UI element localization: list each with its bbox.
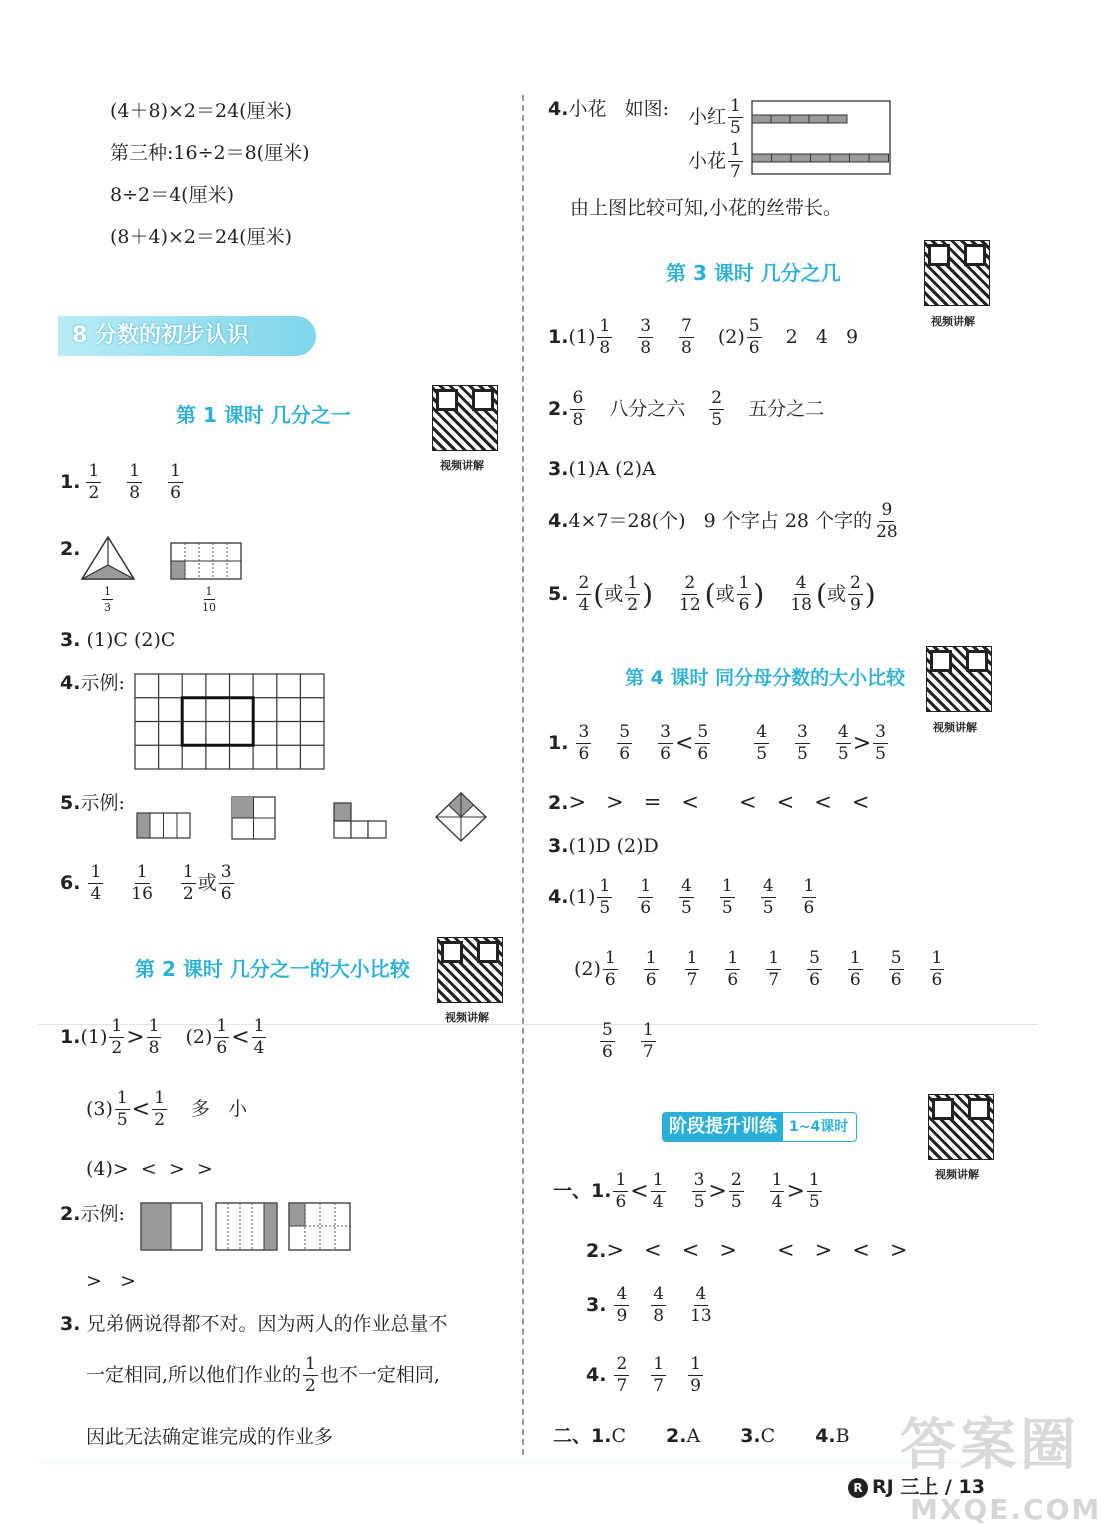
l2-q1-row4: (4)> < > > — [86, 1158, 213, 1180]
watermark-logo: 答案圈 — [900, 1413, 1080, 1478]
stage-tag: 1~4课时 — [789, 1119, 849, 1135]
calc-line-4: (8＋4)×2＝24(厘米) — [110, 226, 293, 248]
triangle-figure — [80, 535, 136, 583]
l4-q4-row3: 5 6 1 7 — [602, 1020, 654, 1062]
qr-label-lesson3: 视频讲解 — [931, 315, 975, 328]
qr-code-lesson3[interactable] — [924, 240, 990, 306]
l4-q3: 3.(1)D (2)D — [548, 835, 659, 857]
qr-code-stage[interactable] — [928, 1094, 994, 1160]
l2-q3-line2: 一定相同,所以他们作业的 1 2 也不一定相同, — [86, 1354, 440, 1396]
footer-badge-icon: R — [848, 1478, 868, 1498]
l1-q6: 6. 1 4 1 16 1 2 或 3 6 — [60, 862, 232, 904]
l3-q4: 4. 4×7＝28(个) 9 个字占 28 个字的 9 28 — [548, 500, 898, 542]
l1-q2-num: 2. — [60, 538, 81, 560]
lesson4-title: 第 4 课时 同分母分数的大小比较 — [625, 667, 906, 689]
r-q4-conclusion: 由上图比较可知,小花的丝带长。 — [570, 197, 843, 219]
rectangle-tenths-figure — [170, 542, 242, 580]
l4-q4-row2: (2) 1 6 1 6 1 7 1 6 1 7 5 6 1 6 5 6 1 6 — [574, 948, 943, 990]
l1-q1-num: 1. — [60, 471, 81, 493]
l1-q1 — [60, 463, 185, 502]
calc-line-2: 第三种:16÷2＝8(厘米) — [110, 142, 310, 164]
stage-part2: 二、 1. C 2. A 3. C 4. B — [553, 1425, 850, 1447]
column-divider — [522, 95, 524, 1455]
l2-q2-compare: > > — [86, 1270, 136, 1292]
l1-q4: 4.示例: — [60, 672, 125, 694]
triangle-label: $\frac{1}{3}$ — [104, 585, 111, 614]
rect-fifths-figure — [215, 1202, 279, 1252]
l3-q5: 5. 2 4 ( 或 1 2 ) 2 12 ( 或 1 6 ) 4 18 ( 或 2 9 ) — [548, 573, 876, 615]
r-q4: 4.小花 如图: — [548, 98, 669, 120]
l1-q1-frac-1: 1 2 — [88, 461, 100, 503]
stage-q1: 一、 1. 1 6 < 1 4 3 5 > 2 5 1 4 > 1 5 — [553, 1170, 820, 1212]
rectangle-label: $\frac{1}{10}$ — [202, 585, 216, 614]
footer-line — [38, 1462, 1038, 1463]
l4-q1: 1. 3 6 5 6 3 6 < 5 6 4 5 3 5 4 5 > 3 5 — [548, 722, 886, 764]
qr-code-lesson2[interactable] — [437, 937, 503, 1003]
calc-line-1: (4＋8)×2＝24(厘米) — [110, 100, 293, 122]
l2-q1-row1: 1. (1) 1 2 > 1 8 (2) 1 6 < 1 4 — [60, 1016, 265, 1058]
l2-q3-line3: 因此无法确定谁完成的作业多 — [86, 1426, 334, 1448]
watermark-url: MXQE.COM — [910, 1493, 1101, 1526]
stage-title: 阶段提升训练 — [663, 1113, 783, 1141]
l1-q1-frac-3: 1 6 — [170, 461, 181, 503]
diamond-figure — [434, 791, 488, 843]
l1-q3: 3. (1)C (2)C — [60, 629, 176, 651]
qr-label-lesson4: 视频讲解 — [933, 721, 977, 734]
l-shape-figure — [333, 802, 389, 840]
l3-q1: 1. (1) 1 8 3 8 7 8 (2) 5 6 2 4 9 — [548, 316, 859, 358]
l3-q2: 2. 6 8 八分之六 2 5 五分之二 — [548, 388, 825, 430]
qr-label-lesson2: 视频讲解 — [445, 1011, 489, 1024]
l2-q2: 2.示例: — [60, 1203, 125, 1225]
l4-q2: 2.> > = < < < < < — [548, 790, 870, 814]
stage-q2: 2.> < < > < > < > — [586, 1238, 908, 1262]
footer-page-info: RJ 三上 / 13 — [872, 1476, 985, 1498]
qr-label-lesson1: 视频讲解 — [440, 459, 484, 472]
qr-code-lesson4[interactable] — [926, 646, 992, 712]
stage-q4: 4. 2 7 1 7 1 9 — [586, 1354, 701, 1396]
stage-q3: 3. 4 9 4 8 4 13 — [586, 1284, 712, 1326]
l1-q1-frac-2: 1 8 — [129, 461, 141, 503]
strip-quarters-figure — [136, 812, 192, 840]
l2-q1-row3: (3) 1 5 < 1 2 多 小 — [86, 1088, 248, 1130]
unit-title: 8 分数的初步认识 — [58, 316, 316, 356]
stage-title-badge — [662, 1112, 857, 1142]
lesson1-title: 第 1 课时 几分之一 — [176, 403, 351, 427]
l3-q3: 3.(1)A (2)A — [548, 458, 656, 480]
l4-q4-row1: 4. (1) 1 5 1 6 4 5 1 5 4 5 1 6 — [548, 876, 815, 918]
rect-eighths-figure — [288, 1202, 352, 1252]
qr-label-stage: 视频讲解 — [935, 1168, 979, 1181]
grid-4x8-figure — [134, 673, 326, 771]
lesson2-title: 第 2 课时 几分之一的大小比较 — [135, 957, 410, 981]
ribbon-comparison-figure — [746, 100, 892, 176]
lesson3-title: 第 3 课时 几分之几 — [666, 261, 841, 285]
l1-q5: 5.示例: — [60, 792, 125, 814]
l2-q3-line1: 3. 兄弟俩说得都不对。因为两人的作业总量不 — [60, 1313, 448, 1335]
fig-label-xiaohua: 小花 1 7 — [688, 140, 741, 182]
calc-line-3: 8÷2＝4(厘米) — [110, 184, 235, 206]
rect-halves-figure — [140, 1202, 204, 1252]
square-quarters-figure — [231, 796, 277, 840]
qr-code-lesson1[interactable] — [432, 385, 498, 451]
fig-label-xiaohong: 小红 1 5 — [688, 96, 741, 138]
